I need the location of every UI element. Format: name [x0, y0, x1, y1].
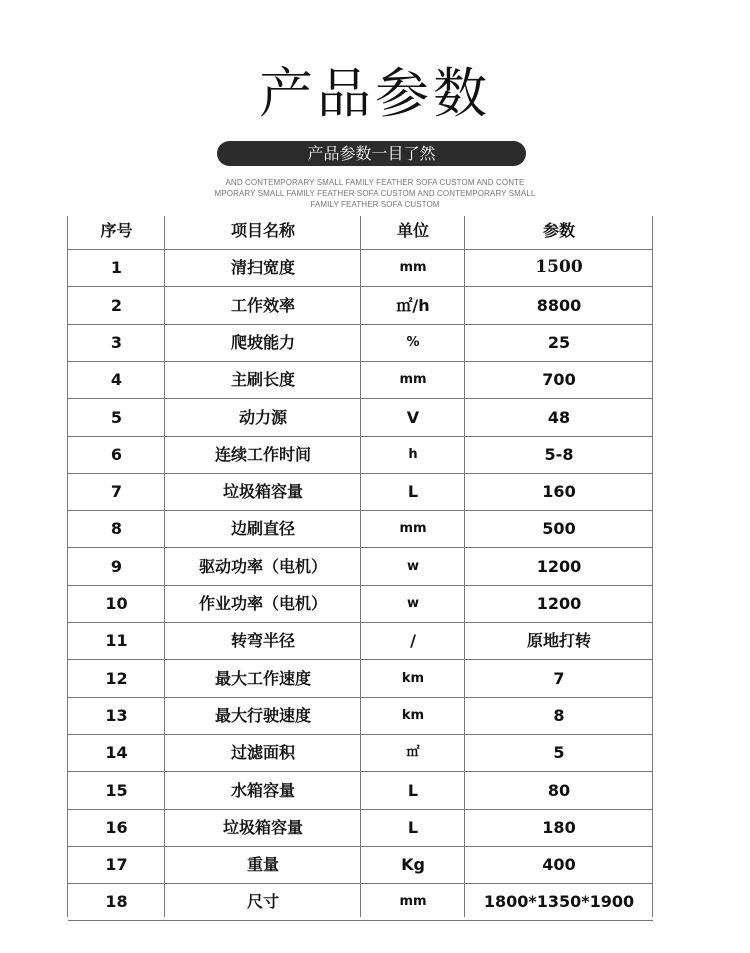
row-unit: / [410, 631, 416, 651]
row-unit: ㎡ [406, 745, 420, 761]
row-index: 6 [110, 444, 123, 464]
row-unit: % [406, 334, 420, 350]
table-row [68, 697, 653, 735]
row-value: 1800*1350*1900 [483, 892, 635, 912]
table-row [68, 399, 653, 437]
header-value: 参数 [542, 221, 575, 240]
row-unit: L [407, 817, 419, 837]
row-unit: h [408, 446, 418, 462]
row-index: 18 [105, 892, 128, 912]
row-value: 5-8 [544, 444, 574, 464]
row-item-name: 工作效率 [230, 295, 295, 315]
row-item-name: 驱动功率（电机） [198, 556, 327, 576]
table-row [68, 287, 653, 325]
row-item-name: 过滤面积 [230, 743, 295, 763]
table-row [68, 846, 653, 884]
row-unit: mm [399, 260, 427, 276]
table-row [68, 772, 653, 810]
row-index: 3 [110, 332, 123, 352]
row-unit: w [406, 558, 419, 574]
row-item-name: 作业功率（电机） [198, 594, 327, 613]
row-index: 4 [110, 370, 123, 390]
row-value: 8 [553, 705, 565, 725]
table-row [68, 510, 653, 548]
table-row [68, 361, 653, 399]
table-row [68, 473, 653, 511]
row-item-name: 垃圾箱容量 [222, 482, 303, 502]
row-value: 500 [542, 519, 576, 539]
header-unit: 单位 [396, 221, 429, 240]
row-value: 80 [547, 780, 571, 800]
row-index: 8 [110, 519, 123, 539]
row-index: 1 [110, 258, 123, 278]
row-unit: V [406, 407, 420, 427]
row-index: 2 [110, 295, 123, 315]
row-unit: ㎡/h [396, 295, 430, 315]
row-value: 7 [553, 668, 565, 688]
row-index: 10 [105, 594, 128, 613]
table-header-row [68, 212, 653, 250]
table-row [68, 436, 653, 474]
row-unit: mm [399, 372, 427, 388]
row-item-name: 尺寸 [246, 892, 279, 912]
row-item-name: 爬坡能力 [230, 332, 295, 352]
row-index: 15 [105, 780, 128, 800]
row-value: 1500 [535, 257, 583, 278]
row-item-name: 最大工作速度 [214, 668, 311, 688]
row-index: 17 [105, 855, 128, 875]
row-value: 160 [542, 482, 576, 502]
row-index: 12 [105, 668, 128, 688]
row-unit: km [401, 707, 425, 723]
row-value: 原地打转 [526, 631, 591, 651]
row-item-name: 边刷直径 [230, 519, 295, 539]
row-index: 11 [105, 631, 128, 651]
table-row [68, 809, 653, 847]
row-item-name: 连续工作时间 [214, 444, 311, 464]
row-unit: Kg [401, 855, 425, 875]
subtitle-line-1: AND CONTEMPORARY SMALL FAMILY FEATHER SOFA CUSTOM AND CONTE [225, 178, 525, 187]
row-index: 16 [105, 817, 128, 837]
table-row [68, 249, 653, 287]
row-value: 400 [542, 855, 576, 875]
header-item-name: 项目名称 [230, 221, 295, 240]
row-index: 7 [110, 482, 123, 502]
table-row [68, 883, 653, 921]
section-banner: 产品参数一目了然 [217, 141, 526, 166]
row-unit: w [406, 596, 419, 611]
row-value: 48 [547, 407, 571, 427]
row-item-name: 主刷长度 [230, 370, 295, 390]
row-item-name: 垃圾箱容量 [222, 817, 303, 837]
row-index: 14 [105, 743, 128, 763]
row-item-name: 动力源 [238, 407, 287, 427]
row-unit: km [401, 670, 425, 686]
row-unit: mm [399, 521, 427, 537]
row-item-name: 最大行驶速度 [214, 705, 311, 725]
row-index: 13 [105, 705, 128, 725]
table-row [68, 585, 653, 623]
table-row [68, 548, 653, 586]
row-value: 5 [553, 743, 565, 763]
row-index: 5 [110, 407, 123, 427]
table-row [68, 734, 653, 772]
table-row [68, 660, 653, 698]
row-unit: L [407, 780, 419, 800]
row-unit: mm [399, 894, 427, 910]
row-value: 180 [542, 817, 576, 837]
row-value: 1200 [536, 556, 582, 576]
row-value: 8800 [536, 295, 582, 315]
table-row [68, 324, 653, 362]
subtitle-line-3: FAMILY FEATHER SOFA CUSTOM [310, 200, 440, 209]
row-unit: L [407, 482, 419, 502]
row-item-name: 水箱容量 [230, 780, 295, 800]
row-value: 700 [542, 370, 576, 390]
subtitle-line-2: MPORARY SMALL FAMILY FEATHER SOFA CUSTOM AND CONTEMPORARY SMALL [214, 189, 536, 198]
row-item-name: 重量 [246, 855, 279, 875]
header-index: 序号 [100, 221, 133, 240]
row-item-name: 清扫宽度 [230, 258, 295, 278]
row-value: 25 [547, 332, 571, 352]
row-item-name: 转弯半径 [230, 631, 295, 651]
table-row [68, 622, 653, 660]
page-title: 产品参数 [259, 62, 491, 125]
row-index: 9 [110, 556, 123, 576]
row-value: 1200 [536, 594, 582, 613]
